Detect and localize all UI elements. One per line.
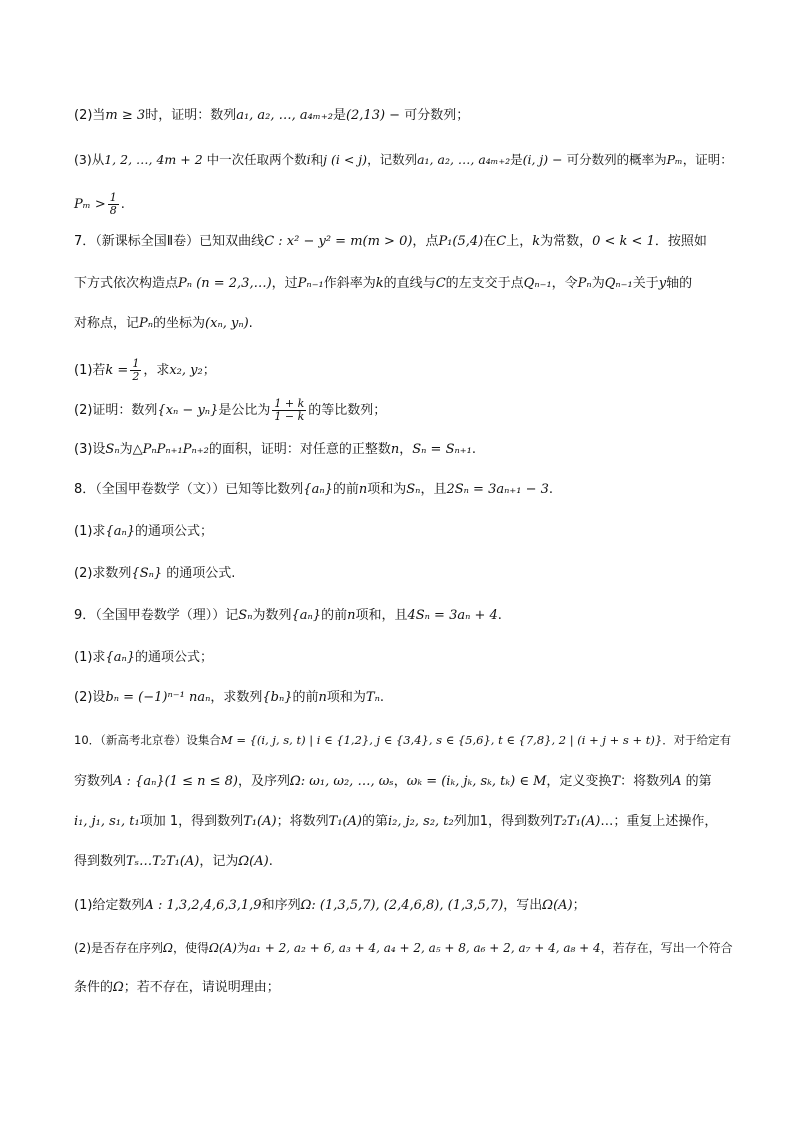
- math-expression: {aₙ}: [291, 608, 322, 623]
- text-run: 轴的: [666, 276, 693, 291]
- text-run: 可分数列的概率为: [562, 152, 667, 167]
- line-prefix: 10．: [74, 733, 101, 747]
- text-run: ，写出: [503, 898, 543, 913]
- text-run: 的通项公式；: [134, 524, 213, 539]
- math-expression: Ω: [163, 941, 173, 955]
- math-expression: T₁(A): [243, 814, 277, 829]
- math-expression: △PₙPₙ₊₁Pₙ₊₂: [132, 442, 209, 457]
- text-run: 得到数列: [74, 854, 127, 869]
- text-run: ；: [572, 898, 586, 913]
- line-prefix: (2)设: [74, 690, 106, 705]
- math-expression: {aₙ}: [303, 482, 333, 497]
- text-run: 的坐标为: [153, 316, 206, 331]
- text-run: .: [248, 316, 253, 331]
- math-expression: A : 1,3,2,4,6,3,1,9: [144, 898, 262, 913]
- text-run: 是: [332, 108, 346, 123]
- text-run: 对称点，记: [74, 316, 140, 331]
- text-run: 的第: [362, 814, 389, 829]
- text-run: 项和，且: [355, 608, 408, 623]
- text-run: 在: [483, 234, 497, 249]
- math-expression: Ω(A): [208, 941, 237, 955]
- math-expression: Pₙ: [139, 316, 154, 331]
- text-run: 的前: [292, 690, 319, 705]
- text-run: 的前: [332, 482, 359, 497]
- math-expression: C: [496, 234, 507, 249]
- math-expression: k =: [105, 363, 129, 378]
- text-run: 项和为: [326, 690, 366, 705]
- math-expression: {Sₙ}: [131, 566, 163, 581]
- text-run: （新高考北京卷）设集合: [100, 733, 221, 747]
- math-expression: Sₙ: [238, 608, 253, 623]
- math-expression: Sₙ: [406, 482, 421, 497]
- line-prefix: (2)是否存在序列: [74, 941, 163, 955]
- numerator: 1: [132, 357, 140, 370]
- text-run: 为常数，: [540, 234, 593, 249]
- math-expression: {aₙ}: [105, 650, 135, 665]
- math-expression: 1, 2, …, 4m + 2: [104, 152, 203, 167]
- line-q6-2: [74, 106, 754, 126]
- text-run: ，: [399, 442, 413, 457]
- math-expression: Tₙ: [365, 690, 380, 705]
- math-expression: A: [672, 774, 682, 789]
- text-run: （全国甲卷数学（文））已知等比数列: [95, 482, 304, 497]
- math-expression: Sₙ: [105, 442, 120, 457]
- line-q10-c: [74, 812, 754, 832]
- text-run: .: [268, 854, 273, 869]
- math-expression: C: [435, 276, 446, 291]
- math-expression: Ω: (1,3,5,7), (2,4,6,8), (1,3,5,7): [300, 898, 504, 913]
- line-prefix: (1)给定数列: [74, 898, 145, 913]
- line-q7-a: [74, 232, 754, 252]
- line-prefix: 7．: [74, 234, 96, 249]
- text-run: ，: [393, 774, 407, 789]
- line-q8: [74, 480, 754, 500]
- text-run: ，令: [551, 276, 578, 291]
- text-run: 为数列: [252, 608, 292, 623]
- text-run: .: [548, 482, 554, 497]
- text-run: 的第: [681, 774, 712, 789]
- text-run: ，记数列: [367, 152, 418, 167]
- math-expression: (xₙ, yₙ): [205, 316, 249, 331]
- line-q7-2: [74, 398, 754, 423]
- text-run: 下方式依次构造点: [74, 276, 179, 291]
- line-q10-d: [74, 852, 754, 872]
- line-q10-1: [74, 896, 754, 916]
- math-expression: n: [390, 442, 400, 457]
- math-expression: Ω: [113, 980, 124, 995]
- math-expression: P₁(5,4): [438, 234, 484, 249]
- denominator: 1 − k: [274, 410, 305, 423]
- text-run: .: [379, 690, 384, 705]
- text-run: ，及序列: [237, 774, 290, 789]
- line-q6-3b: [74, 192, 754, 217]
- math-expression: bₙ = (−1)ⁿ⁻¹ naₙ: [105, 690, 211, 705]
- text-run: 的通项公式；: [134, 650, 213, 665]
- text-run: ，定义变换: [546, 774, 612, 789]
- denominator: 8: [109, 204, 117, 217]
- text-run: 列加1，得到数列: [453, 814, 554, 829]
- text-run: 为: [236, 941, 249, 955]
- math-expression: Ω: ω₁, ω₂, …, ωₛ: [290, 774, 394, 789]
- fraction: [130, 358, 141, 383]
- numerator: 1: [109, 191, 117, 204]
- text-run: ，使得: [172, 941, 209, 955]
- text-run: ，且: [420, 482, 447, 497]
- text-run: 的通项公式.: [162, 566, 236, 581]
- text-run: （全国甲卷数学（理））记: [95, 608, 239, 623]
- fraction: [272, 398, 306, 423]
- text-run: .: [471, 442, 476, 457]
- math-expression: Ω(A): [238, 854, 269, 869]
- line-prefix: 9．: [74, 608, 96, 623]
- text-run: 时，证明：数列: [145, 108, 237, 123]
- text-run: 穷数列: [74, 774, 114, 789]
- math-expression: j (i < j): [323, 152, 368, 167]
- math-expression: Sₙ = Sₙ₊₁: [412, 442, 472, 457]
- math-expression: Pₙ₋₁: [297, 276, 324, 291]
- text-run: …；重复上述操作，: [600, 814, 718, 829]
- math-expression: A : {aₙ}(1 ≤ n ≤ 8): [113, 774, 238, 789]
- math-expression: Pₘ: [666, 152, 683, 167]
- math-expression: a₁, a₂, …, a₄ₘ₊₂: [417, 152, 511, 167]
- line-q10-a: [74, 730, 754, 750]
- text-run: 的左支交于点: [445, 276, 524, 291]
- line-q9-2: [74, 688, 754, 708]
- text-run: 的面积，证明：对任意的正整数: [208, 442, 391, 457]
- text-run: 中一次任取两个数: [202, 152, 307, 167]
- text-run: ；若不存在，请说明理由；: [123, 980, 280, 995]
- line-prefix: (1)求: [74, 524, 106, 539]
- math-expression: a₁ + 2, a₂ + 6, a₃ + 4, a₄ + 2, a₅ + 8, a₆ + 2, a₇ + 4, a₈ + 4: [248, 941, 601, 955]
- text-run: ，点: [412, 234, 439, 249]
- math-expression: Ω(A): [542, 898, 573, 913]
- numerator: 1 + k: [274, 397, 305, 410]
- line-q10-2a: [74, 938, 754, 958]
- text-run: .: [120, 197, 125, 212]
- text-run: 的等比数列；: [308, 403, 387, 418]
- line-q8-1: [74, 522, 754, 542]
- line-q7-3: [74, 440, 754, 460]
- text-run: ．按照如: [654, 234, 707, 249]
- math-expression: k: [532, 234, 541, 249]
- text-run: 的前: [321, 608, 348, 623]
- text-run: 为: [591, 276, 605, 291]
- text-run: ，证明：: [682, 152, 733, 167]
- text-run: ．对于给定有: [662, 733, 732, 747]
- math-expression: Tₛ…T₂T₁(A): [126, 854, 200, 869]
- text-run: ，若存在，写出一个符合: [600, 941, 733, 955]
- text-run: 的直线与: [383, 276, 436, 291]
- line-prefix: 8．: [74, 482, 96, 497]
- math-expression: T₁(A): [328, 814, 362, 829]
- math-expression: {aₙ}: [105, 524, 135, 539]
- math-expression: i₂, j₂, s₂, t₂: [388, 814, 454, 829]
- fraction: [108, 192, 119, 217]
- math-expression: 0 < k < 1: [592, 234, 655, 249]
- math-expression: (i, j) −: [522, 152, 563, 167]
- math-expression: x₂, y₂: [169, 363, 203, 378]
- text-run: .: [497, 608, 502, 623]
- text-run: 是: [510, 152, 523, 167]
- text-run: 项加 1，得到数列: [139, 814, 244, 829]
- math-expression: T: [611, 774, 621, 789]
- line-prefix: (3)从: [74, 152, 105, 167]
- text-run: ；: [202, 363, 216, 378]
- math-expression: Qₙ₋₁: [523, 276, 552, 291]
- text-run: （新课标全国Ⅱ卷）已知双曲线: [95, 234, 265, 249]
- text-run: 关于: [632, 276, 659, 291]
- math-expression: M = {(i, j, s, t) | i ∈ {1,2}, j ∈ {3,4}, s ∈ {5,6}, t ∈ {7,8}, 2 | (i + j + s + t)}: [220, 733, 663, 747]
- line-prefix: (3)设: [74, 442, 106, 457]
- line-q7-1: [74, 358, 754, 383]
- text-run: ，过: [271, 276, 298, 291]
- text-run: 可分数列；: [400, 108, 470, 123]
- math-expression: a₁, a₂, …, a₄ₘ₊₂: [236, 108, 333, 123]
- text-run: ，记为: [199, 854, 239, 869]
- line-prefix: (2)证明：数列: [74, 403, 158, 418]
- text-run: 是公比为: [218, 403, 271, 418]
- line-q8-2: [74, 564, 754, 584]
- line-prefix: (1)求: [74, 650, 106, 665]
- math-expression: n: [358, 482, 368, 497]
- math-expression: Pₙ (n = 2,3,…): [178, 276, 272, 291]
- text-run: 作斜率为: [323, 276, 376, 291]
- denominator: 2: [132, 370, 140, 383]
- math-expression: i: [306, 152, 311, 167]
- text-run: 和: [310, 152, 324, 167]
- line-q9-1: [74, 648, 754, 668]
- text-run: ；将数列: [276, 814, 329, 829]
- math-expression: (2,13) −: [345, 108, 401, 123]
- line-q7-c: [74, 314, 754, 334]
- math-expression: ωₖ = (iₖ, jₖ, sₖ, tₖ) ∈ M: [406, 774, 547, 789]
- text-run: 上，: [506, 234, 533, 249]
- text-run: 为: [119, 442, 133, 457]
- math-expression: n: [318, 690, 327, 705]
- math-expression: Pₙ: [577, 276, 592, 291]
- line-q10-b: [74, 772, 754, 792]
- math-expression: Qₙ₋₁: [604, 276, 633, 291]
- text-run: ，求数列: [210, 690, 263, 705]
- line-q9: [74, 606, 754, 626]
- math-expression: 2Sₙ = 3aₙ₊₁ − 3: [446, 482, 549, 497]
- math-expression: C : x² − y² = m(m > 0): [264, 234, 413, 249]
- line-prefix: (1)若: [74, 363, 106, 378]
- line-q10-2b: [74, 978, 754, 998]
- text-run: ，求: [143, 363, 170, 378]
- line-q7-b: [74, 274, 754, 294]
- line-q6-3a: [74, 150, 754, 170]
- math-expression: k: [375, 276, 384, 291]
- math-expression: m ≥ 3: [105, 108, 146, 123]
- line-prefix: (2)求数列: [74, 566, 132, 581]
- line-prefix: (2)当: [74, 108, 106, 123]
- math-expression: T₂T₁(A): [553, 814, 601, 829]
- math-expression: {bₙ}: [262, 690, 293, 705]
- math-expression: 4Sₙ = 3aₙ + 4: [407, 608, 498, 623]
- math-expression: Pₘ >: [74, 197, 106, 212]
- text-run: 条件的: [74, 980, 114, 995]
- text-run: 项和为: [367, 482, 407, 497]
- text-run: ：将数列: [620, 774, 673, 789]
- math-expression: n: [347, 608, 356, 623]
- math-expression: i₁, j₁, s₁, t₁: [74, 814, 140, 829]
- math-expression: {xₙ − yₙ}: [157, 403, 219, 418]
- text-run: 和序列: [261, 898, 301, 913]
- math-expression: y: [658, 276, 667, 291]
